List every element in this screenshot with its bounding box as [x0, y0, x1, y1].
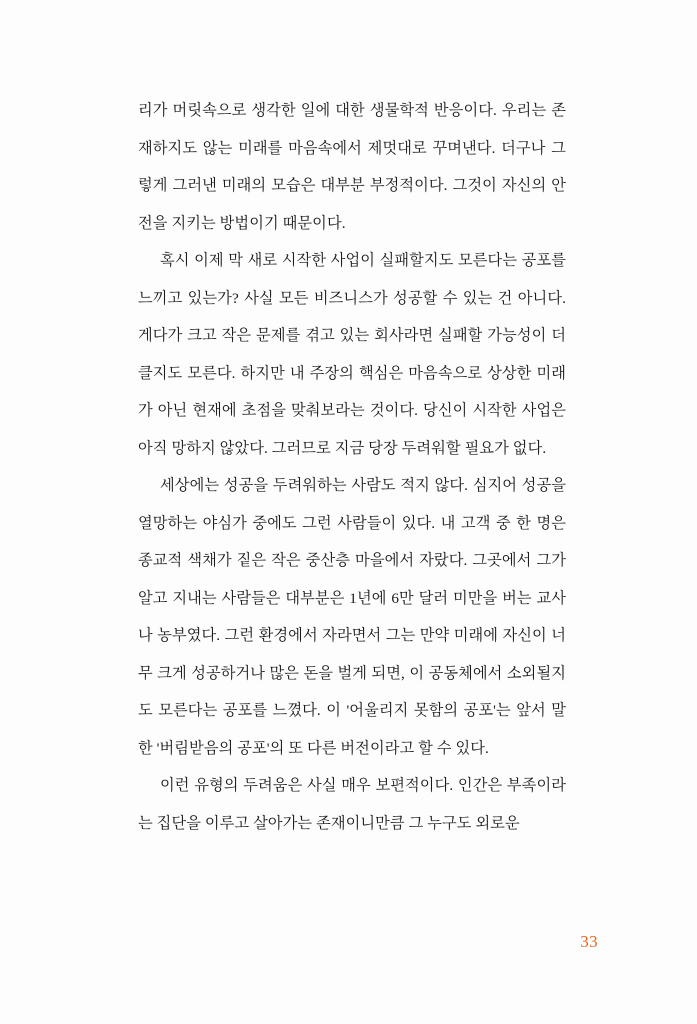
paragraph-1: 리가 머릿속으로 생각한 일에 대한 생물학적 반응이다. 우리는 존재하지도 않는 미래를 마음속에서 제멋대로 꾸며낸다. 더구나 그렇게 그러낸 미래의 모습은 대부분 부정적이다. 그것이 자신의 안전을 지키는 방법이기 때문이다. — [138, 102, 566, 232]
paragraph-3: 세상에는 성공을 두려워하는 사람도 적지 않다. 심지어 성공을 열망하는 야심가 중에도 그런 사람들이 있다. 내 고객 중 한 명은 종교적 색채가 짙은 작은 중산층 마을에서 자랐다. 그곳에서 그가 알고 지내는 사람들은 대부분은 1년에 6만 달러 미만을 버는 교사나 농부였다. 그런 환경에서 자라면서 그는 만약 미래에 자신이 너무 크게 성공하거나 많은 돈을 벌게 되면, 이 공동체에서 소외될지도 모른다는 공포를 느꼈다. 이 '어울리지 못함의 공포'는 앞서 말한 '버림받음의 공포'의 또 다른 버전이라고 할 수 있다. — [138, 477, 566, 757]
paragraph-2: 혹시 이제 막 새로 시작한 사업이 실패할지도 모른다는 공포를 느끼고 있는가? 사실 모든 비즈니스가 성공할 수 있는 건 아니다. 게다가 크고 작은 문제를 겪고 있는 회사라면 실패할 가능성이 더 클지도 모른다. 하지만 내 주장의 핵심은 마음속으로 상상한 미래가 아닌 현재에 초점을 맞춰보라는 것이다. 당신이 시작한 사업은 아직 망하지 않았다. 그러므로 지금 당장 두려워할 필요가 없다. — [138, 252, 566, 457]
paragraph-4: 이런 유형의 두려움은 사실 매우 보편적이다. 인간은 부족이라는 집단을 이루고 살아가는 존재이니만큼 그 누구도 외로운 — [138, 777, 566, 832]
body-text-column — [138, 92, 566, 842]
page-number: 33 — [580, 932, 598, 951]
